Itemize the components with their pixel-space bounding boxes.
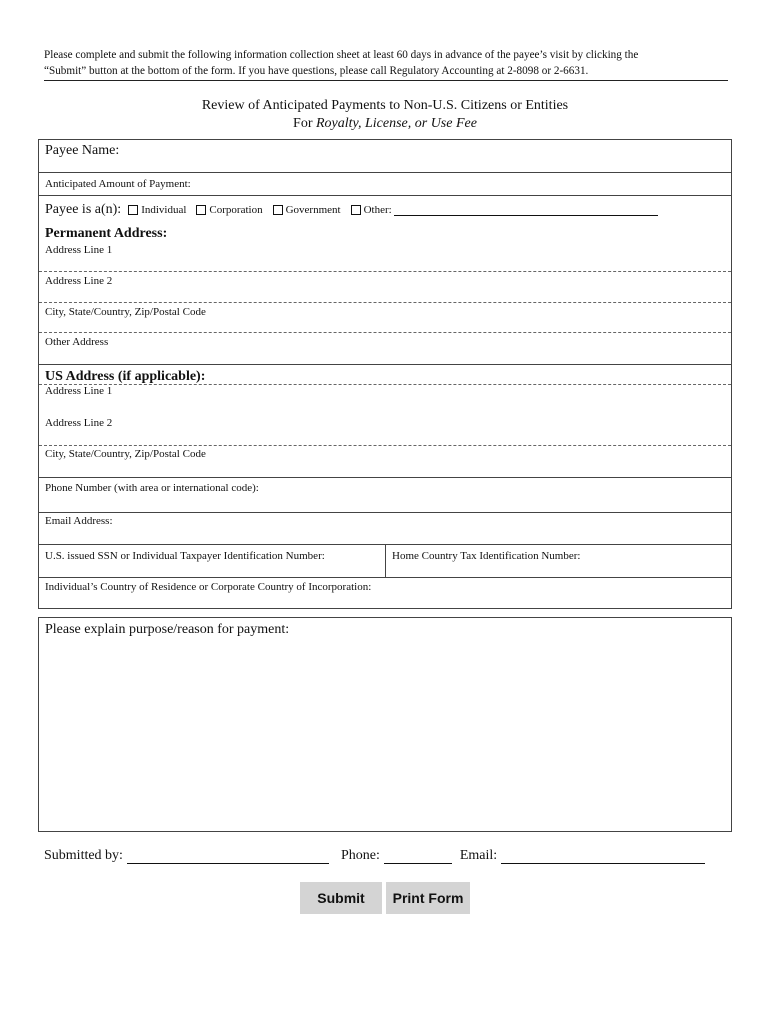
payee-name-label: Payee Name: [45, 143, 120, 158]
us-address-line-2-label: Address Line 2 [45, 417, 113, 429]
country-field[interactable] [39, 578, 731, 609]
us-city-label: City, State/Country, Zip/Postal Code [45, 448, 206, 460]
permanent-address-line-1-field[interactable] [39, 224, 731, 272]
permanent-city-field[interactable] [39, 303, 731, 333]
us-city-field[interactable] [39, 446, 731, 478]
government-checkbox[interactable] [273, 205, 283, 215]
other-address-field[interactable] [39, 333, 731, 365]
subtitle-italic: Royalty, License, or Use Fee [316, 116, 477, 131]
other-checkbox[interactable] [351, 205, 361, 215]
footer-email-label: Email: [459, 848, 498, 863]
home-tax-id-field[interactable] [386, 545, 731, 577]
email-address-label: Email Address: [45, 515, 113, 527]
corporation-checkbox[interactable] [196, 205, 206, 215]
submit-button[interactable]: Submit [300, 882, 382, 914]
payee-name-field[interactable] [39, 140, 731, 173]
payee-type-row [39, 196, 731, 224]
us-address-line-2-field[interactable] [39, 416, 731, 446]
footer-phone-input[interactable] [384, 850, 452, 864]
submitted-by-label: Submitted by: [44, 848, 123, 863]
us-address-header: US Address (if applicable): [45, 369, 206, 384]
form-subtitle [38, 115, 732, 133]
submitter-footer [44, 848, 734, 864]
permanent-address-header: Permanent Address: [45, 226, 168, 241]
us-address-header-row [39, 365, 731, 385]
payee-form [38, 139, 732, 609]
permanent-address-line-2-label: Address Line 2 [45, 275, 113, 287]
subtitle-prefix: For [293, 116, 316, 131]
anticipated-amount-label: Anticipated Amount of Payment: [45, 178, 191, 190]
purpose-label: Please explain purpose/reason for payment: [45, 622, 290, 637]
footer-email-input[interactable] [501, 850, 705, 864]
phone-number-label: Phone Number (with area or international code): [45, 482, 259, 494]
country-label: Individual’s Country of Residence or Corporate Country of Incorporation: [45, 581, 372, 593]
phone-number-field[interactable] [39, 478, 731, 513]
print-form-button[interactable]: Print Form [386, 882, 470, 914]
submitted-by-input[interactable] [127, 850, 329, 864]
other-address-label: Other Address [45, 336, 109, 348]
home-tax-id-label: Home Country Tax Identification Number: [392, 550, 581, 562]
permanent-address-line-2-field[interactable] [39, 272, 731, 303]
us-address-line-1-field[interactable] [39, 385, 731, 416]
form-title: Review of Anticipated Payments to Non-U.S. Citizens or Entities [201, 98, 569, 113]
government-option-label: Government [285, 204, 341, 216]
instructions [44, 47, 728, 81]
anticipated-amount-field[interactable] [39, 173, 731, 196]
corporation-option-label: Corporation [209, 204, 263, 216]
email-address-field[interactable] [39, 513, 731, 545]
permanent-address-line-1-label: Address Line 1 [45, 244, 113, 256]
other-text-input[interactable] [394, 205, 658, 216]
footer-phone-label: Phone: [340, 848, 380, 863]
individual-option-label: Individual [141, 204, 187, 216]
tax-id-row [39, 545, 731, 578]
ssn-label: U.S. issued SSN or Individual Taxpayer Identification Number: [45, 550, 325, 562]
purpose-textarea[interactable] [38, 617, 732, 832]
ssn-field[interactable] [39, 545, 385, 577]
instructions-line-1: Please complete and submit the following information collection sheet at least 60 days in advance of the payee’s visit by clicking the [44, 49, 639, 61]
permanent-city-label: City, State/Country, Zip/Postal Code [45, 306, 206, 318]
instructions-line-2: “Submit” button at the bottom of the form. If you have questions, please call Regulatory Accounting at 2-8098 or 2-6631. [44, 65, 589, 77]
us-address-line-1-label: Address Line 1 [45, 385, 113, 397]
individual-checkbox[interactable] [128, 205, 138, 215]
payee-type-label: Payee is a(n): [45, 202, 122, 217]
other-option-label: Other: [363, 204, 392, 216]
